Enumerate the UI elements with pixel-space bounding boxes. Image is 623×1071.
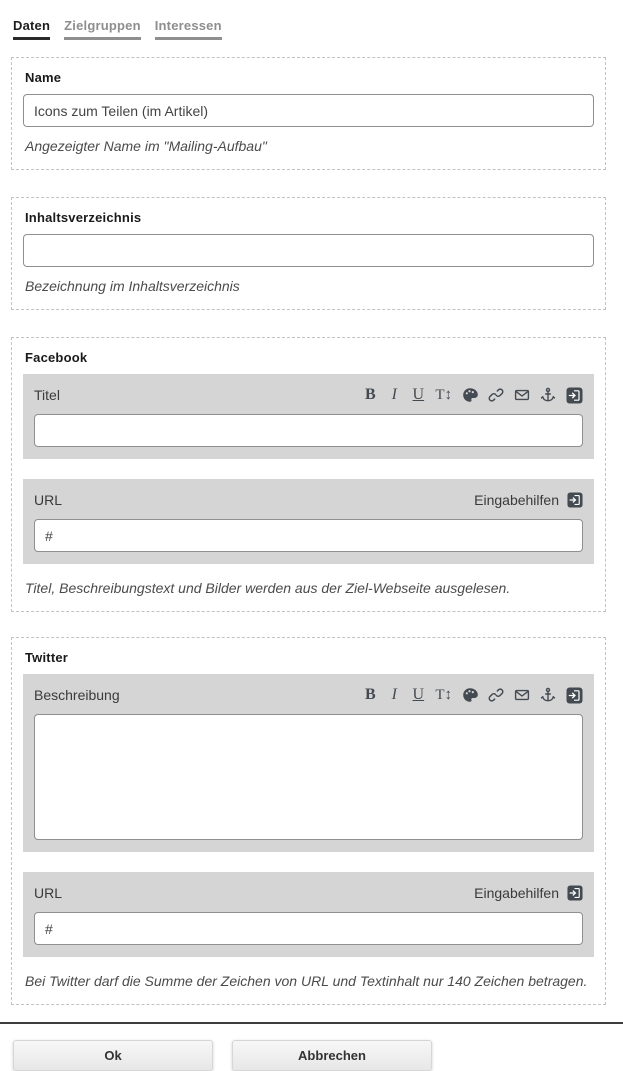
section-facebook <box>11 337 606 612</box>
twitter-url-label: URL <box>34 885 63 901</box>
mail-icon[interactable] <box>514 685 530 705</box>
name-label: Name <box>25 70 62 85</box>
insert-helper-icon[interactable] <box>567 883 583 903</box>
section-twitter <box>11 637 606 1005</box>
italic-button[interactable]: I <box>391 686 397 703</box>
facebook-url-input[interactable] <box>34 519 583 552</box>
tab-zielgruppen[interactable]: Zielgruppen <box>64 18 141 40</box>
twitter-description-label: Beschreibung <box>34 687 120 703</box>
twitter-hint: Bei Twitter darf die Summe der Zeichen von URL und Textinhalt nur 140 Zeichen betragen. <box>25 973 588 989</box>
anchor-icon[interactable] <box>540 385 556 405</box>
facebook-url-panel <box>23 479 594 564</box>
palette-icon[interactable] <box>462 385 478 405</box>
toc-hint: Bezeichnung im Inhaltsverzeichnis <box>25 278 240 294</box>
text-size-button[interactable]: T↕ <box>435 386 452 403</box>
twitter-description-panel <box>23 674 594 852</box>
formatting-toolbar <box>363 385 583 405</box>
anchor-icon[interactable] <box>540 685 556 705</box>
facebook-hint: Titel, Beschreibungstext und Bilder werden aus der Ziel-Webseite ausgelesen. <box>25 580 511 596</box>
bold-button[interactable]: B <box>364 386 376 403</box>
link-icon[interactable] <box>488 385 504 405</box>
name-hint: Angezeigter Name im "Mailing-Aufbau" <box>25 138 267 154</box>
section-name <box>11 57 606 170</box>
toc-label: Inhaltsverzeichnis <box>25 210 142 225</box>
cancel-button[interactable]: Abbrechen <box>232 1040 432 1071</box>
footer-divider <box>0 1022 623 1024</box>
facebook-url-label: URL <box>34 492 63 508</box>
facebook-title-label: Titel <box>34 387 60 403</box>
insert-helper-icon[interactable] <box>567 490 583 510</box>
ok-button[interactable]: Ok <box>13 1040 213 1071</box>
facebook-title-panel <box>23 374 594 459</box>
tab-daten[interactable]: Daten <box>13 18 50 40</box>
formatting-toolbar <box>363 685 583 705</box>
tab-bar <box>13 18 623 40</box>
mail-icon[interactable] <box>514 385 530 405</box>
name-input[interactable] <box>23 94 594 127</box>
tab-interessen[interactable]: Interessen <box>155 18 222 40</box>
twitter-url-input[interactable] <box>34 912 583 945</box>
palette-icon[interactable] <box>462 685 478 705</box>
eingabehilfen-label: Eingabehilfen <box>474 492 559 508</box>
underline-button[interactable]: U <box>412 686 425 703</box>
italic-button[interactable]: I <box>391 386 397 403</box>
link-icon[interactable] <box>488 685 504 705</box>
eingabehilfen-label: Eingabehilfen <box>474 885 559 901</box>
text-size-button[interactable]: T↕ <box>435 686 452 703</box>
facebook-title-input[interactable] <box>34 414 583 447</box>
facebook-label: Facebook <box>25 350 88 365</box>
footer-buttons <box>13 1040 623 1071</box>
twitter-label: Twitter <box>25 650 69 665</box>
insert-helper-icon[interactable] <box>566 685 583 705</box>
twitter-description-input[interactable] <box>34 714 583 840</box>
insert-helper-icon[interactable] <box>566 385 583 405</box>
bold-button[interactable]: B <box>364 686 376 703</box>
section-toc <box>11 197 606 310</box>
underline-button[interactable]: U <box>412 386 425 403</box>
toc-input[interactable] <box>23 234 594 267</box>
twitter-url-panel <box>23 872 594 957</box>
